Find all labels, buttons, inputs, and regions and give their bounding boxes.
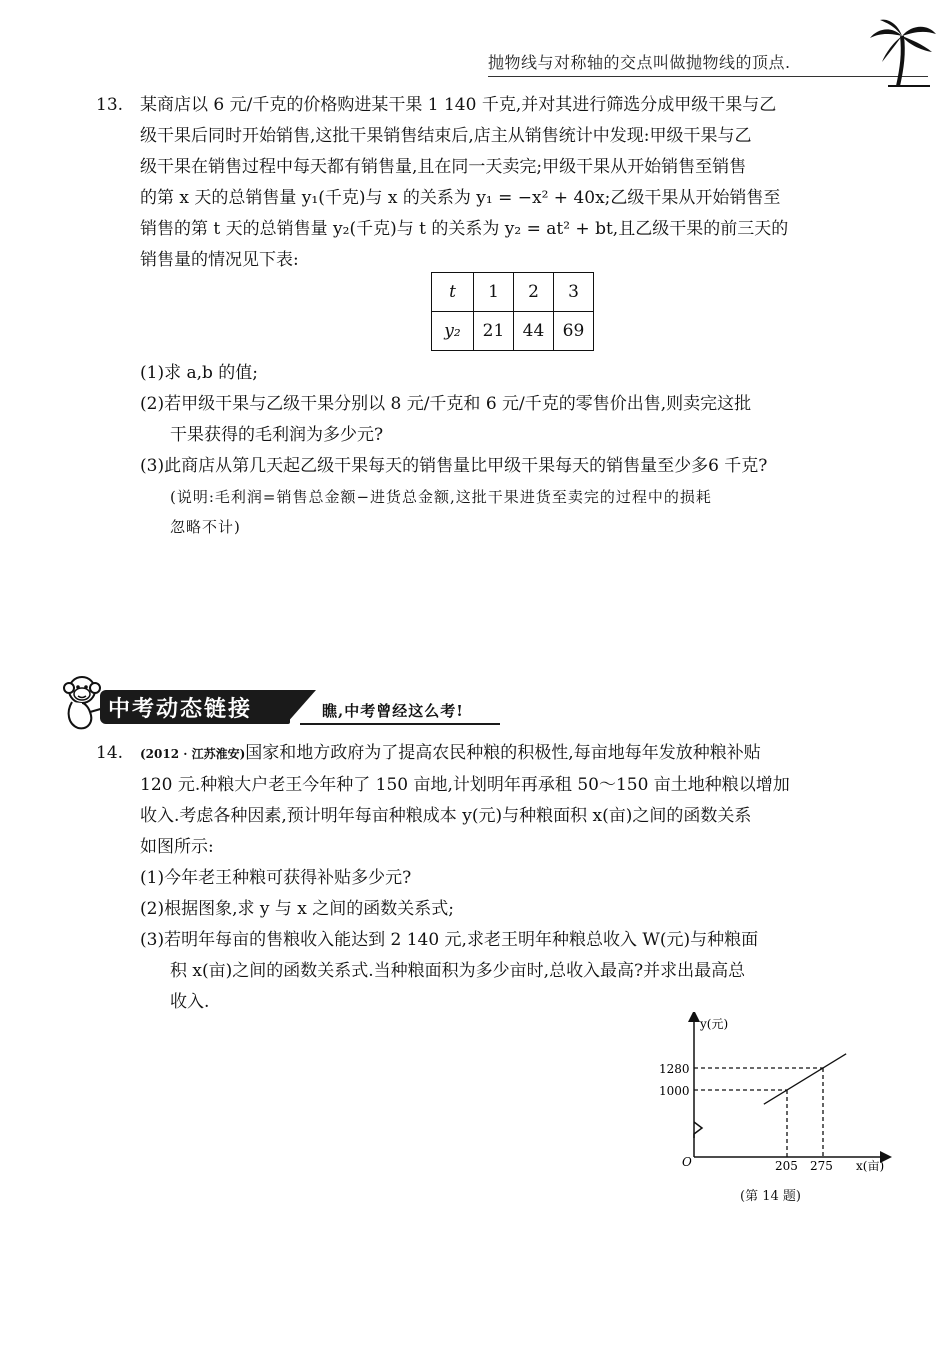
q13-part: (3)此商店从第几天起乙级干果每天的销售量比甲级干果每天的销售量至少多6 千克? [140, 456, 768, 476]
q13-note-line: 忽略不计) [170, 518, 241, 536]
table-cell: 21 [474, 312, 514, 351]
q14-line: 如图所示: [140, 837, 214, 857]
table-row [432, 273, 594, 312]
q14-body [140, 738, 790, 1018]
table-cell: 2 [514, 273, 554, 312]
x-tick-label: 275 [810, 1159, 833, 1173]
q13-body [140, 90, 788, 276]
origin-label: O [682, 1155, 692, 1169]
q14-first-line [140, 738, 790, 770]
q14-graph [650, 1012, 900, 1212]
header-text: 抛物线与对称轴的交点叫做抛物线的顶点. [488, 53, 791, 72]
q14-line: 120 元.种粮大户老王今年种了 150 亩地,计划明年再承租 50～150 亩土地种粮以增加 [140, 775, 790, 795]
q14-line: 收入.考虑各种因素,预计明年每亩种粮成本 y(元)与种粮面积 x(亩)之间的函数关系 [140, 806, 752, 826]
q13-line: 级干果后同时开始销售,这批干果销售结束后,店主从销售统计中发现:甲级干果与乙 [140, 126, 752, 146]
palm-tree-icon [868, 18, 938, 88]
x-axis-label: x(亩) [856, 1159, 885, 1173]
q13-line: 的第 x 天的总销售量 y₁(千克)与 x 的关系为 y₁ = −x² + 40x;乙级干果从开始销售至 [140, 188, 781, 208]
table-cell: 69 [554, 312, 594, 351]
q13-part: (2)若甲级干果与乙级干果分别以 8 元/千克和 6 元/千克的零售价出售,则卖完这批 [140, 394, 752, 414]
q14-part: (3)若明年每亩的售粮收入能达到 2 140 元,求老王明年种粮总收入 W(元)与种粮面 [140, 930, 759, 950]
q14-part: 积 x(亩)之间的函数关系式.当种粮面积为多少亩时,总收入最高?并求出最高总 [170, 961, 746, 981]
q13-number: 13. [96, 95, 124, 115]
q13-line: 销售的第 t 天的总销售量 y₂(千克)与 t 的关系为 y₂ = at² + bt,且乙级干果的前三天的 [140, 219, 789, 239]
y-tick-label: 1000 [659, 1084, 690, 1098]
banner-tail [286, 690, 316, 724]
q13-note [170, 482, 712, 542]
q14-first-line-text: 国家和地方政府为了提高农民种粮的积极性,每亩地每年发放种粮补贴 [245, 743, 761, 763]
table-row [432, 312, 594, 351]
q14-part: (1)今年老王种粮可获得补贴多少元? [140, 868, 412, 888]
table-cell: t [432, 273, 474, 312]
table-cell: 44 [514, 312, 554, 351]
q13-table [431, 272, 594, 351]
q14-number: 14. [96, 743, 124, 763]
section-banner [60, 672, 510, 734]
q13-parts [140, 358, 767, 482]
figure-caption: (第 14 题) [740, 1189, 801, 1204]
page-header [0, 0, 950, 90]
q14-part: 收入. [170, 992, 210, 1012]
q13-line: 级干果在销售过程中每天都有销售量,且在同一天卖完;甲级干果从开始销售至销售 [140, 157, 747, 177]
series-line [764, 1054, 846, 1104]
table-cell: 1 [474, 273, 514, 312]
y-tick-label: 1280 [659, 1062, 690, 1076]
axis-break [694, 1122, 702, 1138]
banner-title: 中考动态链接 [108, 697, 253, 722]
banner-underline [300, 723, 500, 725]
q14-part: (2)根据图象,求 y 与 x 之间的函数关系式; [140, 899, 455, 919]
header-rule [488, 76, 928, 77]
x-tick-label: 205 [775, 1159, 798, 1173]
q13-part: 干果获得的毛利润为多少元? [170, 425, 384, 445]
q13-line: 销售量的情况见下表: [140, 250, 299, 270]
banner-subtitle: 瞧,中考曾经这么考! [322, 702, 464, 720]
y-axis-label: y(元) [700, 1017, 729, 1031]
q13-note-line: (说明:毛利润=销售总金额−进货总金额,这批干果进货至卖完的过程中的损耗 [170, 488, 712, 506]
q13-part: (1)求 a,b 的值; [140, 363, 259, 383]
q13-line: 某商店以 6 元/千克的价格购进某干果 1 140 千克,并对其进行筛选分成甲级干果与乙 [140, 95, 777, 115]
table-cell: y₂ [432, 312, 474, 351]
table-cell: 3 [554, 273, 594, 312]
q14-source: (2012 · 江苏淮安) [140, 747, 246, 761]
